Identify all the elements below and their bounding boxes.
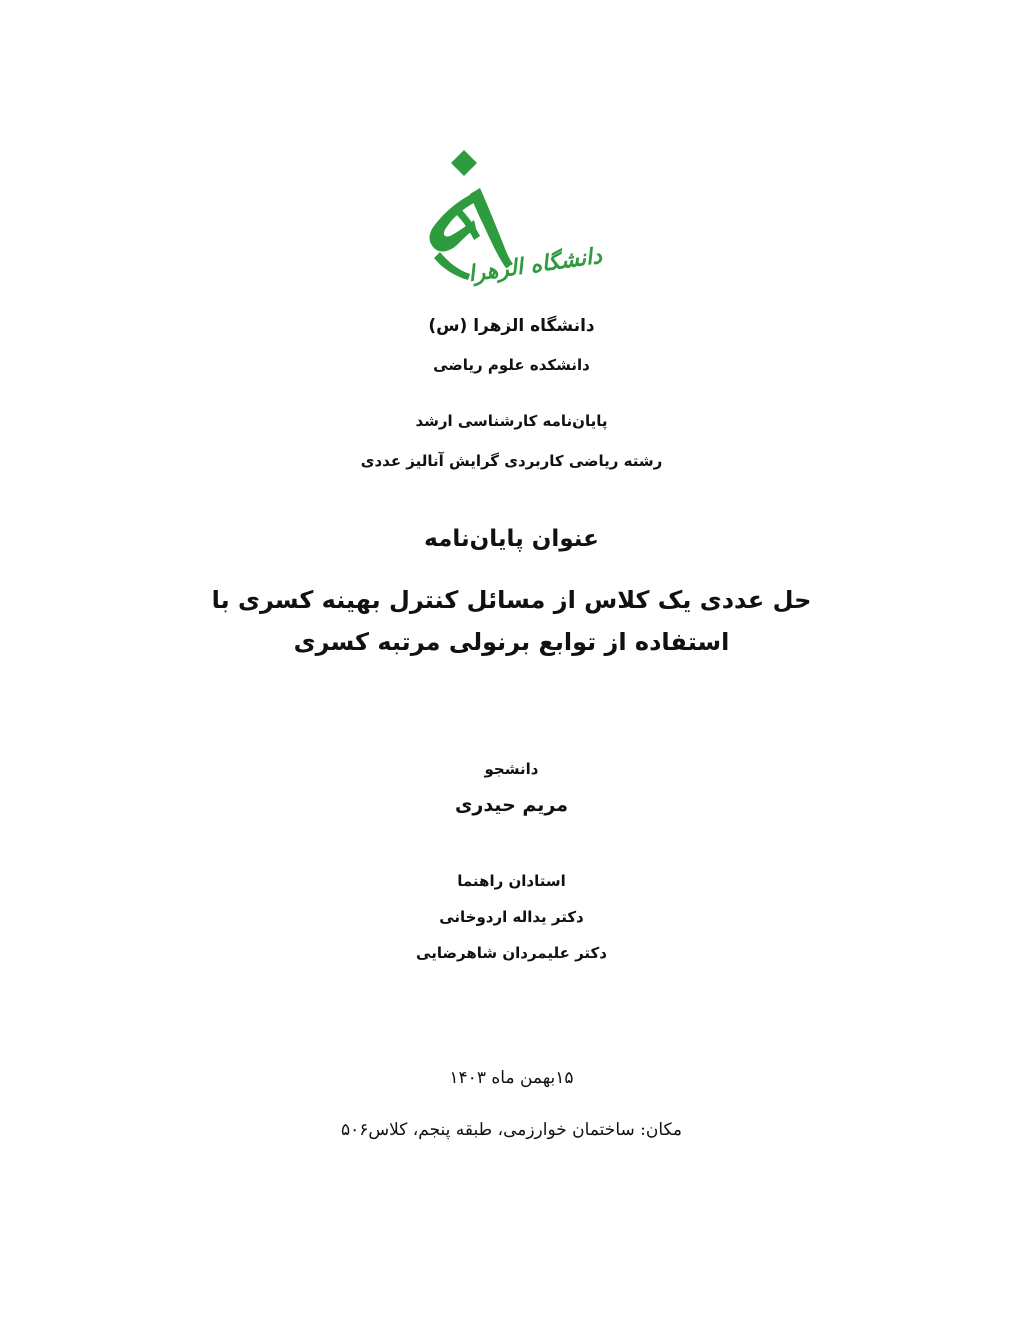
- degree-field: رشته ریاضی کاربردی گرایش آنالیز عددی: [360, 452, 663, 470]
- thesis-title-line-2: استفاده از توابع برنولی مرتبه کسری: [293, 628, 730, 656]
- faculty-name: دانشکده علوم ریاضی: [433, 356, 590, 374]
- student-label: دانشجو: [484, 760, 539, 778]
- defense-location: مکان: ساختمان خوارزمی، طبقه پنجم، کلاس۵۰۶: [340, 1120, 683, 1140]
- advisors-label: استادان راهنما: [457, 872, 566, 890]
- defense-date: ۱۵بهمن ماه ۱۴۰۳: [449, 1068, 574, 1088]
- advisor-name: دکتر یداله اردوخانی: [439, 908, 584, 926]
- logo-text: دانشگاه الزهرا: [466, 242, 604, 288]
- degree-type: پایان‌نامه کارشناسی ارشد: [415, 412, 608, 430]
- advisor-name: دکتر علیمردان شاهرضایی: [416, 944, 607, 962]
- thesis-title-label: عنوان پایان‌نامه: [424, 526, 599, 552]
- thesis-title-line-1: حل عددی یک کلاس از مسائل کنترل بهینه کسری با: [211, 586, 812, 614]
- university-name: دانشگاه الزهرا (س): [428, 316, 595, 336]
- student-name: مریم حیدری: [454, 794, 568, 816]
